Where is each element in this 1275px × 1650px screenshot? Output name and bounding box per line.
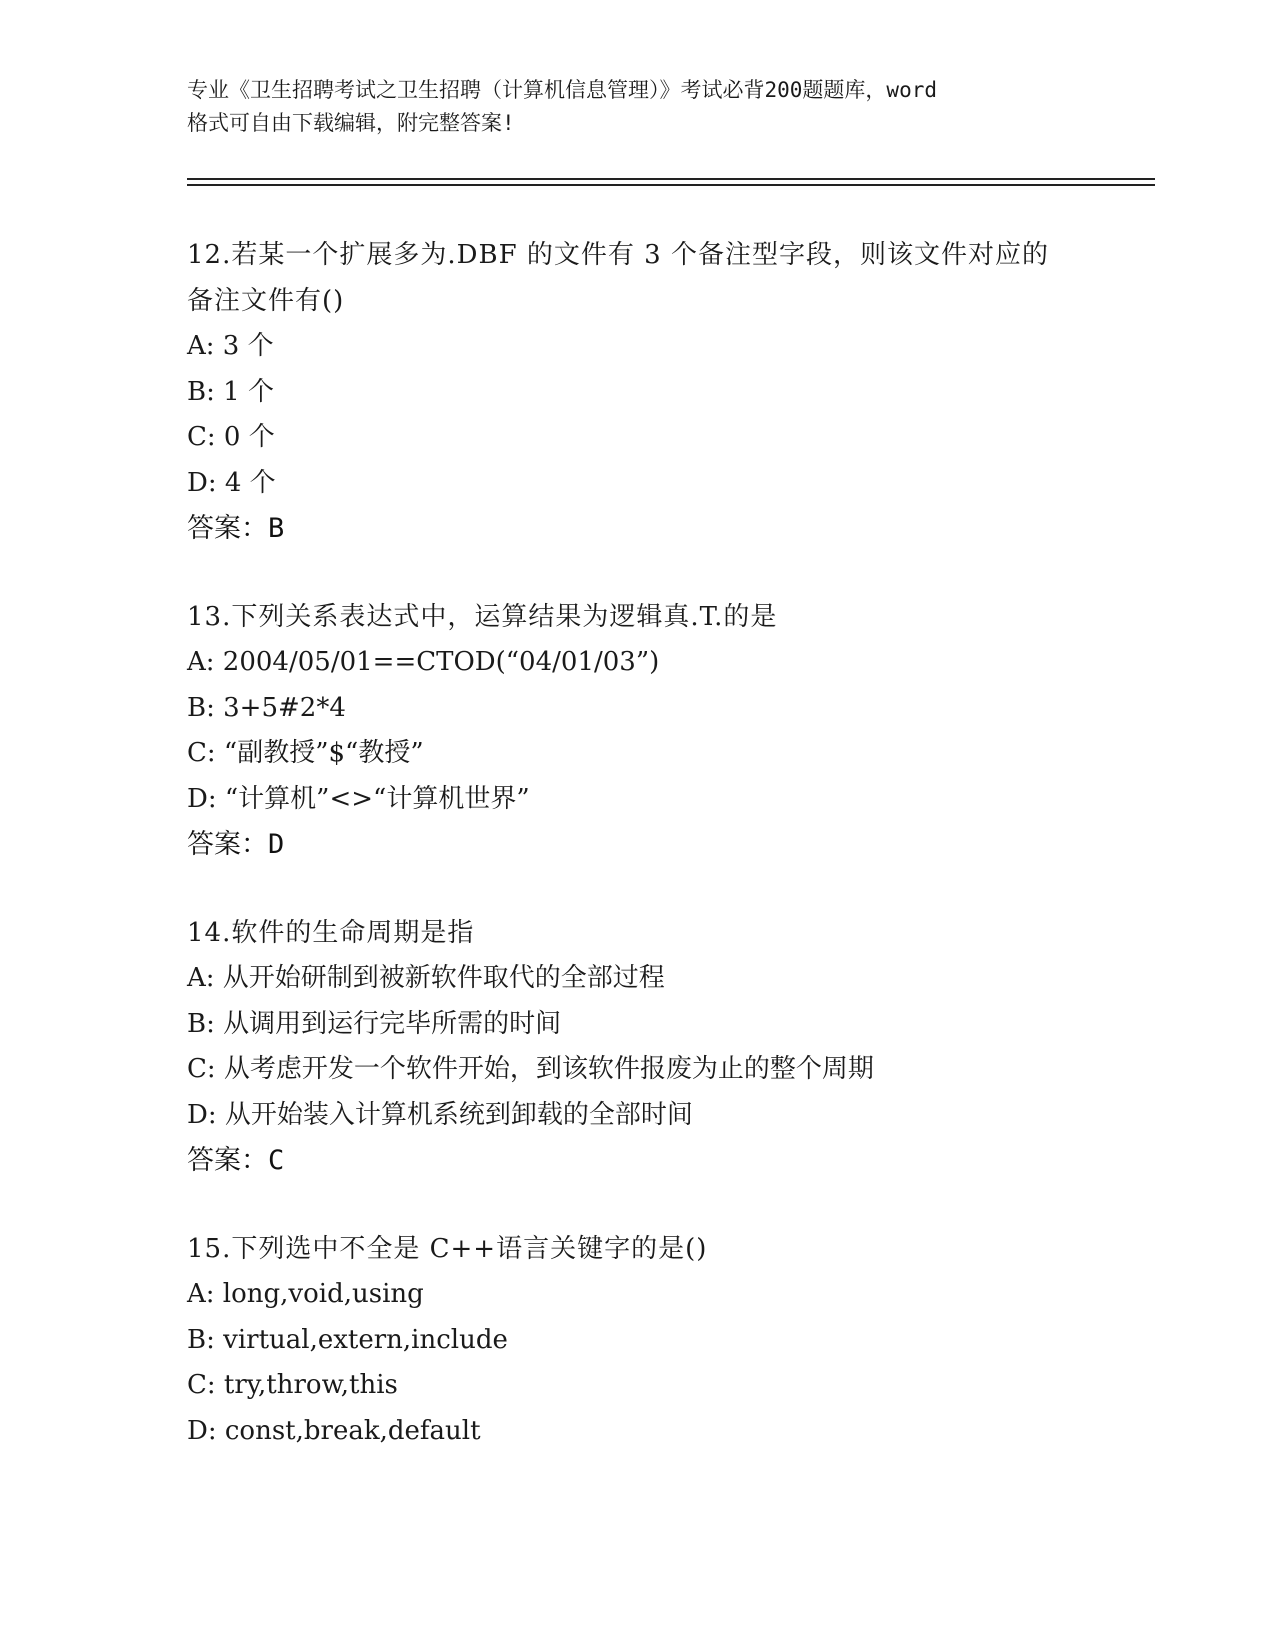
question-15 bbox=[187, 1227, 1107, 1455]
question-13 bbox=[187, 595, 1107, 868]
question-13-option-a: A: 2004/05/01==CTOD(“04/01/03”) bbox=[187, 647, 660, 677]
question-15-stem-line-1: 15.下列选中不全是 C++语言关键字的是() bbox=[187, 1233, 708, 1264]
question-13-stem-line-1: 13.下列关系表达式中，运算结果为逻辑真.T.的是 bbox=[187, 601, 778, 632]
question-12-stem-line-1: 12.若某一个扩展多为.DBF 的文件有 3 个备注型字段，则该文件对应的 bbox=[187, 240, 1049, 270]
question-14-answer: 答案：C bbox=[187, 1145, 285, 1176]
question-12 bbox=[187, 233, 1107, 552]
question-14-option-c: C: 从考虑开发一个软件开始，到该软件报废为止的整个周期 bbox=[187, 1054, 874, 1084]
header-line-1: 专业《卫生招聘考试之卫生招聘（计算机信息管理）》考试必背200题题库，word bbox=[187, 78, 937, 102]
question-14-option-b: B: 从调用到运行完毕所需的时间 bbox=[187, 1008, 562, 1039]
question-13-option-b: B: 3+5#2*4 bbox=[187, 692, 346, 723]
question-15-option-a: A: long,void,using bbox=[187, 1279, 424, 1309]
question-15-option-b: B: virtual,extern,include bbox=[187, 1324, 508, 1355]
question-14 bbox=[187, 911, 1107, 1184]
question-14-stem-line-1: 14.软件的生命周期是指 bbox=[187, 917, 475, 948]
header-divider-bottom bbox=[187, 184, 1155, 186]
question-14-option-d: D: 从开始装入计算机系统到卸载的全部时间 bbox=[187, 1099, 693, 1130]
question-14-option-a: A: 从开始研制到被新软件取代的全部过程 bbox=[187, 963, 665, 993]
question-13-answer: 答案：D bbox=[187, 829, 285, 860]
question-12-option-a: A: 3 个 bbox=[187, 331, 274, 361]
question-13-option-c: C: “副教授”$“教授” bbox=[187, 738, 424, 768]
header-line-2: 格式可自由下载编辑，附完整答案! bbox=[187, 111, 515, 135]
question-list bbox=[187, 233, 1107, 1497]
question-15-option-d: D: const,break,default bbox=[187, 1415, 481, 1446]
question-13-option-d: D: “计算机”<>“计算机世界” bbox=[187, 783, 530, 814]
question-15-option-c: C: try,throw,this bbox=[187, 1370, 398, 1400]
question-12-answer: 答案：B bbox=[187, 513, 285, 544]
question-12-option-c: C: 0 个 bbox=[187, 422, 275, 452]
document-header bbox=[187, 74, 1107, 140]
header-divider-top bbox=[187, 178, 1155, 180]
question-12-option-b: B: 1 个 bbox=[187, 376, 274, 407]
question-12-option-d: D: 4 个 bbox=[187, 467, 276, 498]
question-12-stem-line-2: 备注文件有() bbox=[187, 285, 345, 316]
